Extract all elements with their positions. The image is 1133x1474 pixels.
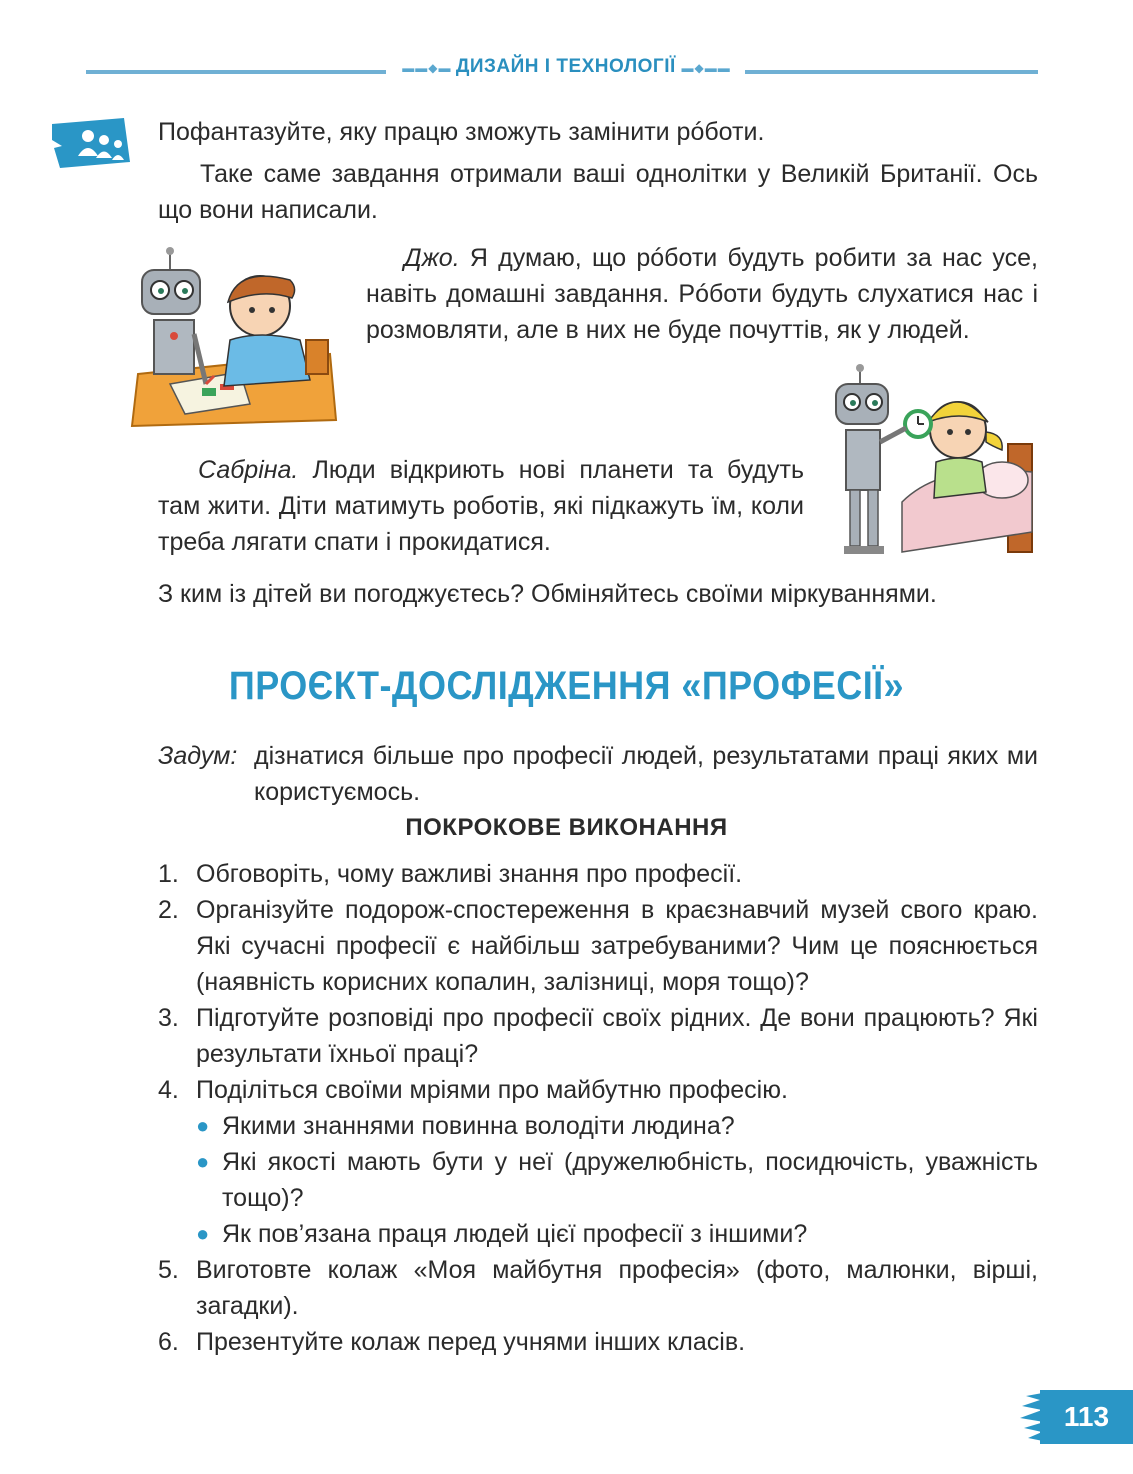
bullet-text: Як пов’язана праця людей цієї професії з іншими? — [222, 1220, 808, 1248]
bullet-item — [196, 1108, 1038, 1144]
step-text: Презентуйте колаж перед учнями інших класів. — [196, 1328, 746, 1356]
quote-joe-name: Джо. — [404, 244, 460, 272]
step-number: 5. — [158, 1256, 179, 1284]
step-text: Поділіться своїми мріями про майбутню професію. — [196, 1076, 788, 1104]
robot-boy-illustration — [130, 244, 342, 432]
quote-sabrina — [158, 452, 804, 560]
task-text: Пофантазуйте, яку працю зможуть замінити рóботи. — [158, 118, 765, 146]
goal-label: Задум: — [158, 742, 238, 770]
header-decoration-icon: ▬◆▬▬ — [681, 61, 731, 75]
quote-sabrina-name: Сабріна. — [198, 456, 299, 484]
bullet-dot-icon: ● — [196, 1113, 210, 1138]
step-item — [158, 892, 1038, 1000]
step-number: 3. — [158, 1004, 179, 1032]
quote-joe-text: Я думаю, що рóботи будуть робити за нас усе, навіть домашні завдання. Рóботи будуть слухатися нас і розмовляти, але в них не буде почуттів, як у людей. — [366, 244, 1038, 344]
step-number: 1. — [158, 860, 179, 888]
step-text: Обговоріть, чому важливі знання про професії. — [196, 860, 743, 888]
group-work-icon — [52, 118, 132, 168]
bullet-dot-icon: ● — [196, 1221, 210, 1246]
step-text: Виготовте колаж «Моя майбутня професія» (фото, малюнки, вірші, загадки). — [196, 1256, 1038, 1320]
bullet-dot-icon: ● — [196, 1149, 210, 1174]
header-decoration-icon: ▬▬◆▬ — [402, 61, 456, 75]
step-number: 2. — [158, 896, 179, 924]
step-item — [158, 856, 1038, 892]
bullet-text: Які якості мають бути у неї (дружелюбність, посидючість, уважність тощо)? — [222, 1148, 1038, 1212]
step-number: 6. — [158, 1328, 179, 1356]
step-item — [158, 1072, 1038, 1108]
bullet-item — [196, 1216, 1038, 1252]
quote-sabrina-text: Люди відкриють нові планети та будуть там жити. Діти матимуть роботів, які підкажуть їм, коли треба лягати спати і прокидатися. — [158, 456, 804, 556]
bullet-item — [196, 1144, 1038, 1216]
robot-girl-illustration — [832, 362, 1038, 556]
step-item — [158, 1252, 1038, 1324]
step-number: 4. — [158, 1076, 179, 1104]
goal-text: дізнатися більше про професії людей, результатами праці яких ми користуємось. — [254, 742, 1038, 806]
bullet-text: Якими знаннями повинна володіти людина? — [222, 1112, 735, 1140]
step-text: Підготуйте розповіді про професії своїх рідних. Де вони працюють? Які результати їхньої праці? — [196, 1004, 1038, 1068]
step-item — [158, 1324, 1038, 1360]
project-goal — [158, 738, 1038, 810]
page-number: 113 — [1040, 1390, 1133, 1444]
step-text: Організуйте подорож-спостереження в краєзнавчий музей свого краю. Які сучасні професії є найбільш затребуваними? Чим це пояснюється (наявність корисних копалин, залізниці, моря тощо)? — [196, 896, 1038, 996]
step-item — [158, 1000, 1038, 1072]
quote-joe — [366, 240, 1038, 348]
header-title: ДИЗАЙН І ТЕХНОЛОГІЇ — [455, 56, 676, 77]
context-text: Таке саме завдання отримали ваші однолітки у Великій Британії. Ось що вони написали. — [158, 160, 1038, 224]
discussion-question: З ким із дітей ви погоджуєтесь? Обміняйтесь своїми міркуваннями. — [158, 580, 937, 608]
header — [0, 56, 1133, 78]
steps-subtitle: ПОКРОКОВЕ ВИКОНАННЯ — [405, 814, 728, 841]
project-title: ПРОЄКТ-ДОСЛІДЖЕННЯ «ПРОФЕСІЇ» — [228, 664, 905, 708]
